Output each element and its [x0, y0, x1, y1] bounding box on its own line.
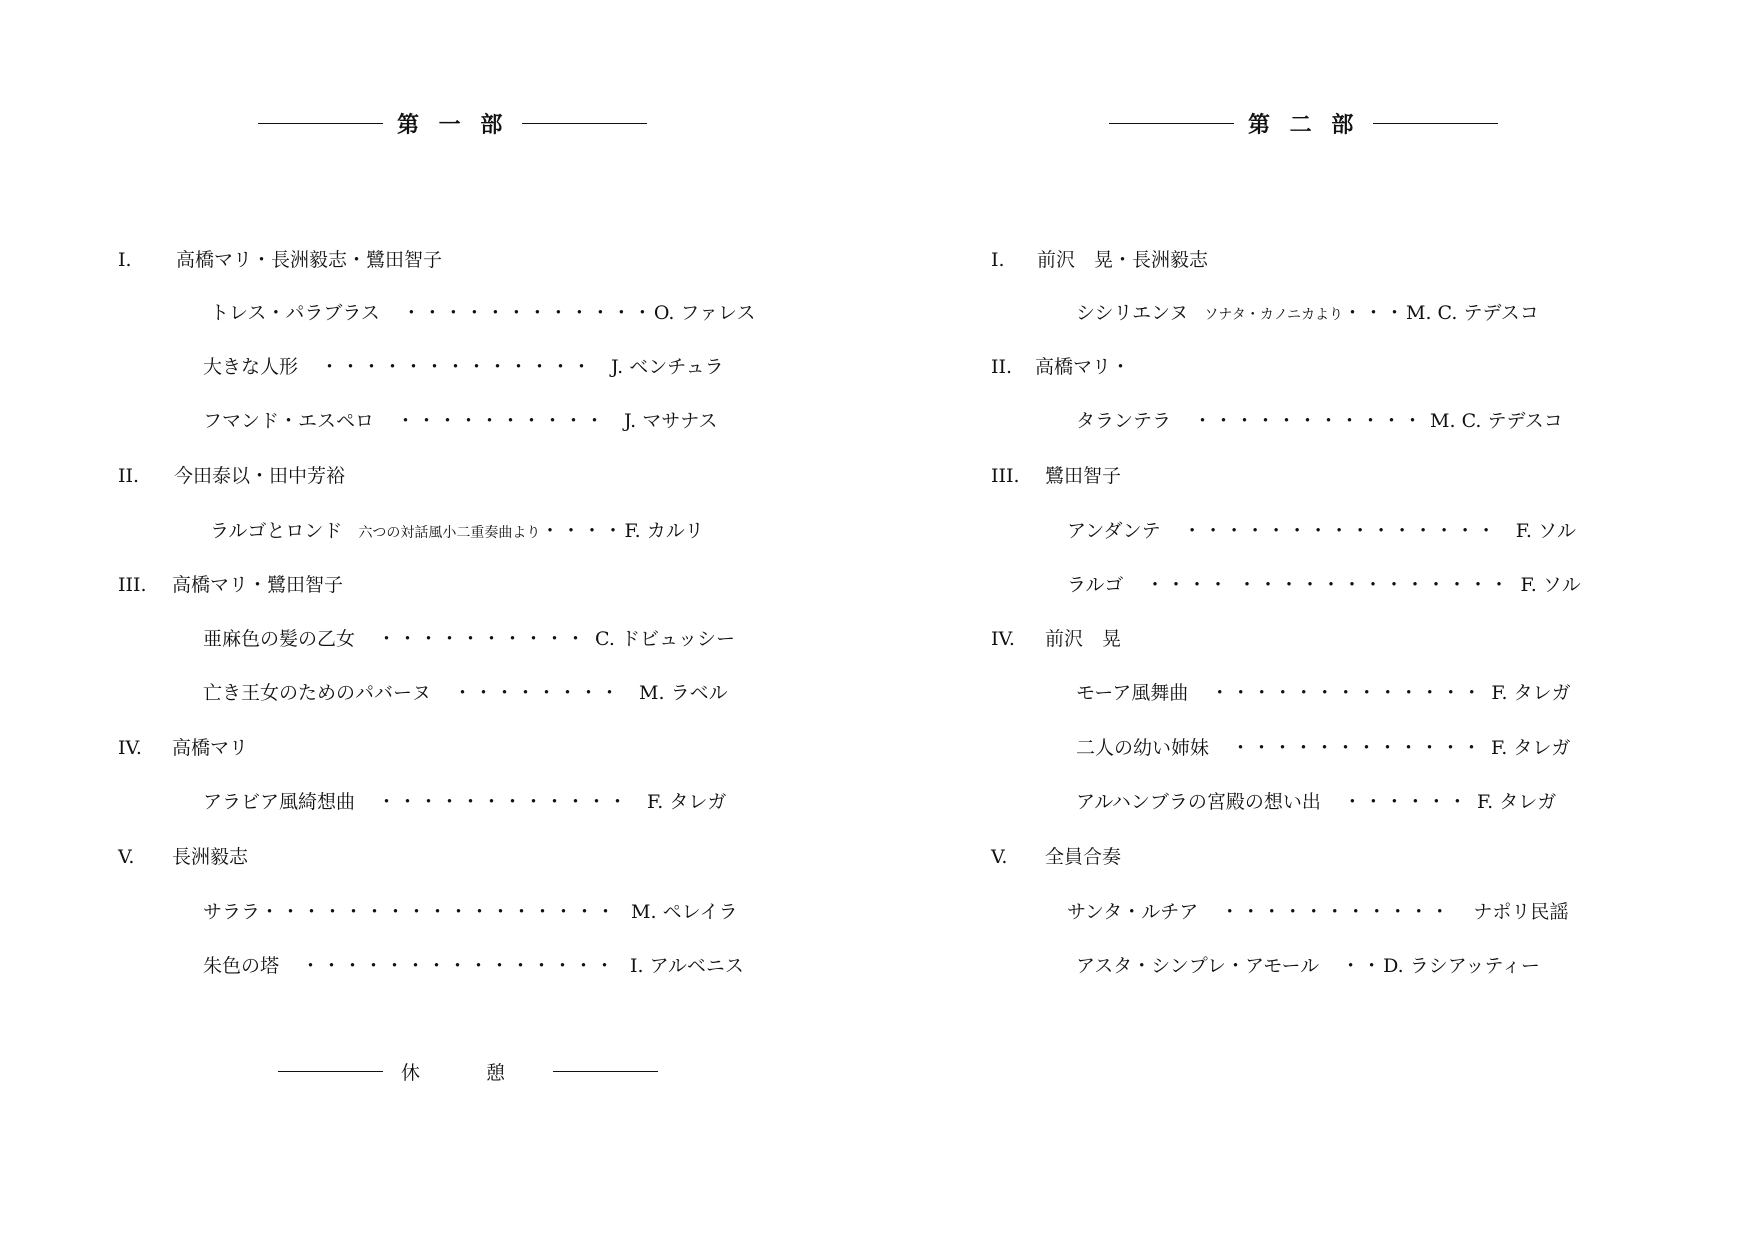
piece-title: 亜麻色の髪の乙女 [203, 628, 356, 650]
leader-dots: ・・・ [1343, 302, 1407, 324]
performer-names: 鷺田智子 [1045, 465, 1122, 487]
intermission-rule-right [553, 1071, 658, 1072]
piece-title: モーア風舞曲 [1076, 682, 1189, 704]
piece-composer: M. ペレイラ [631, 901, 738, 923]
piece-composer: O. ファレス [653, 302, 756, 324]
performer-names: 高橋マリ・長洲毅志・鷺田智子 [176, 249, 443, 271]
part1-group-1-performers [118, 245, 442, 272]
part2-piece-4-1 [1076, 678, 1571, 705]
leader-dots: ・・・・ ・・・・・・・・・・・・・ [1145, 574, 1511, 596]
piece-title: シシリエンヌ [1076, 302, 1189, 324]
part2-piece-1-1 [1076, 298, 1539, 325]
piece-title: トレス・パラブラス [210, 302, 380, 324]
performer-names: 長洲毅志 [172, 846, 249, 868]
leader-dots: ・・・・・・・・・・・・ [401, 302, 654, 324]
part2-group-5-performers [991, 842, 1121, 869]
part1-piece-5-2 [203, 951, 744, 978]
leader-dots: ・・・・ [540, 520, 625, 542]
part2-piece-4-3 [1076, 787, 1556, 814]
piece-composer: F. カルリ [624, 520, 704, 542]
piece-composer: F. ソル [1515, 520, 1576, 542]
leader-dots: ・・・・・・・・・・・・・ [1210, 682, 1484, 704]
piece-composer: F. ソル [1520, 574, 1581, 596]
part2-piece-5-2 [1076, 951, 1540, 978]
part1-piece-2-1 [210, 516, 704, 543]
part2-piece-3-2 [1067, 570, 1581, 597]
leader-dots: ・・・・・・・・・・・・・・・ [1182, 520, 1498, 542]
leader-dots: ・・・・・・・・・・・・・・・・・ [260, 901, 618, 923]
part1-group-4-performers [118, 733, 248, 760]
piece-title: アラビア風綺想曲 [203, 791, 356, 813]
piece-composer: M. C. テデスコ [1406, 302, 1539, 324]
heading-rule-right [522, 123, 647, 124]
performer-names: 今田泰以・田中芳裕 [174, 465, 346, 487]
piece-composer: F. タレガ [647, 791, 727, 813]
part1-group-5-performers [118, 842, 248, 869]
piece-title: 二人の幼い姉妹 [1076, 737, 1210, 759]
piece-source-note: ソナタ・カノニカより [1204, 307, 1343, 323]
leader-dots: ・・・・・・・・・・・・ [1231, 737, 1484, 759]
piece-composer: F. タレガ [1476, 791, 1557, 813]
piece-title: アンダンテ [1067, 520, 1161, 542]
leader-dots: ・・・・・・ [1342, 791, 1469, 813]
piece-composer: J. ベンチュラ [611, 356, 724, 378]
heading-rule-right [1373, 123, 1498, 124]
leader-dots: ・・・・・・・・・・ [377, 628, 588, 650]
group-number: IV. [991, 628, 1015, 650]
intermission-rule-left [278, 1071, 383, 1072]
part2-piece-4-2 [1076, 733, 1570, 760]
part1-group-2-performers [118, 461, 345, 488]
leader-dots: ・・・・・・・・・・・・・・・ [301, 955, 617, 977]
part1-piece-4-1 [203, 787, 726, 814]
piece-composer: ナポリ民謡 [1473, 901, 1569, 923]
piece-title: 朱色の塔 [203, 955, 280, 977]
piece-title: 大きな人形 [203, 356, 299, 378]
piece-composer: F. タレガ [1491, 682, 1571, 704]
piece-title: アスタ・シンプレ・アモール [1076, 955, 1320, 977]
part2-heading [1109, 108, 1498, 139]
piece-composer: M. C. テデスコ [1430, 410, 1563, 432]
piece-title: ラルゴとロンド [210, 520, 343, 542]
part1-group-3-performers [118, 570, 343, 597]
part2-group-4-performers [991, 624, 1121, 651]
intermission [278, 1058, 658, 1085]
part2-piece-2-1 [1076, 406, 1563, 433]
group-number: III. [118, 574, 147, 596]
group-number: I. [991, 249, 1005, 271]
group-number: I. [118, 249, 132, 271]
group-number: II. [991, 356, 1013, 378]
piece-title: タランテラ [1076, 410, 1172, 432]
performer-names: 高橋マリ・ [1035, 356, 1131, 378]
piece-composer: I. アルベニス [630, 955, 744, 977]
piece-composer: F. タレガ [1491, 737, 1571, 759]
group-number: II. [118, 465, 140, 487]
heading-rule-left [1109, 123, 1234, 124]
part2-group-3-performers [991, 461, 1121, 488]
intermission-text: 休 憩 [401, 1062, 536, 1084]
leader-dots: ・・ [1341, 955, 1384, 977]
leader-dots: ・・・・・・・・・・・・・ [320, 356, 594, 378]
performer-names: 全員合奏 [1045, 846, 1122, 868]
leader-dots: ・・・・・・・・・・・ [1193, 410, 1425, 432]
part1-heading-text: 第 一 部 [397, 112, 509, 138]
piece-title: アルハンブラの宮殿の想い出 [1076, 791, 1321, 813]
leader-dots: ・・・・・・・・ [453, 682, 622, 704]
part2-group-1-performers [991, 245, 1208, 272]
performer-names: 前沢 晃・長洲毅志 [1037, 249, 1209, 271]
performer-names: 高橋マリ・鷺田智子 [172, 574, 344, 596]
performer-names: 高橋マリ [172, 737, 249, 759]
heading-rule-left [258, 123, 383, 124]
performer-names: 前沢 晃 [1045, 628, 1122, 650]
part1-heading [258, 108, 647, 139]
piece-composer: C. ドビュッシー [595, 628, 735, 650]
leader-dots: ・・・・・・・・・・・・ [377, 791, 630, 813]
piece-composer: J. マサナス [624, 410, 718, 432]
group-number: IV. [118, 737, 142, 759]
part2-piece-5-1 [1067, 897, 1568, 924]
leader-dots: ・・・・・・・・・・・ [1220, 901, 1452, 923]
group-number: V. [991, 846, 1008, 868]
part1-piece-1-3 [203, 406, 718, 433]
piece-title: ラルゴ [1067, 574, 1124, 596]
piece-title: フマンド・エスペロ [203, 410, 375, 432]
group-number: III. [991, 465, 1020, 487]
part2-group-2-performers [991, 352, 1130, 379]
piece-title: サンタ・ルチア [1067, 901, 1199, 923]
piece-source-note: 六つの対話風小二重奏曲より [358, 525, 541, 541]
piece-title: サララ [203, 901, 261, 923]
part1-piece-3-2 [203, 678, 728, 705]
part1-piece-1-2 [203, 352, 724, 379]
part1-piece-3-1 [203, 624, 735, 651]
part1-piece-5-1 [203, 897, 738, 924]
leader-dots: ・・・・・・・・・・ [396, 410, 607, 432]
group-number: V. [118, 846, 135, 868]
piece-composer: M. ラベル [639, 682, 728, 704]
part1-piece-1-1 [210, 298, 755, 325]
piece-title: 亡き王女のためのパバーヌ [203, 682, 432, 704]
part2-heading-text: 第 二 部 [1248, 112, 1360, 138]
piece-composer: D. ラシアッティー [1383, 955, 1540, 977]
part2-piece-3-1 [1067, 516, 1576, 543]
part2-column [877, 0, 1754, 1240]
